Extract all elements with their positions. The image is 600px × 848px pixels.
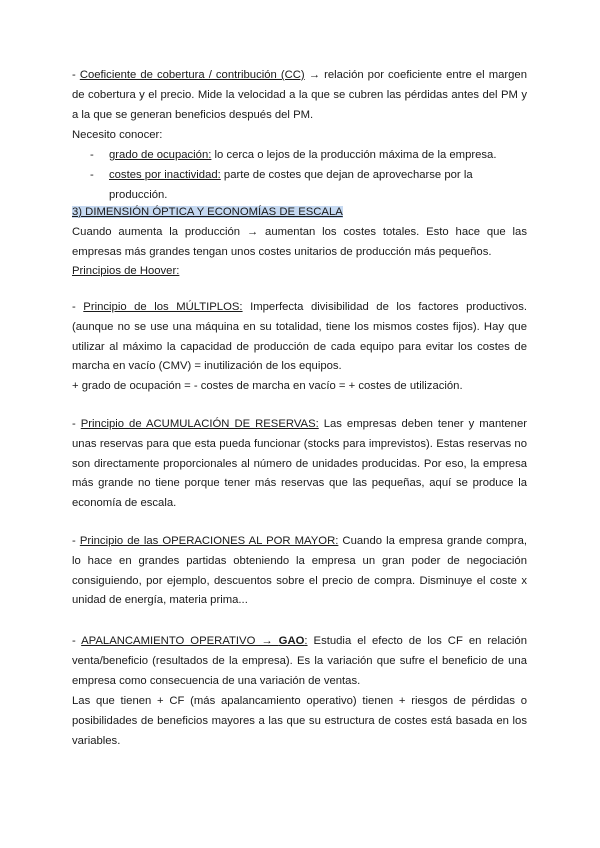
apalancamiento-text: Estudia el efecto de los CF en relación venta/beneficio (resultados de la empresa). Es la variación que sufre el beneficio de una empresa como consecuencia de una variación de ventas. — [72, 635, 527, 687]
dash-prefix: - — [72, 535, 80, 547]
bullet-term: grado de ocupación: — [109, 149, 212, 161]
dash-prefix: - — [72, 418, 81, 430]
mayor-text: Cuando la empresa grande compra, lo hace en grandes partidas obteniendo la empresa un gran poder de negociación consiguiendo, por ejemplo, descuentos sobre el precio de compra. Disminuye el coste x unidad de energía, materia prima... — [72, 535, 527, 607]
dash-prefix: - — [72, 69, 80, 81]
gao-term: GAO — [278, 635, 305, 647]
mayor-paragraph — [72, 532, 527, 611]
occupation-formula: + grado de ocupación = - costes de marcha en vacío = + costes de utilización. — [72, 380, 463, 392]
list-item — [72, 146, 532, 166]
apalancamiento-term-text: APALANCAMIENTO OPERATIVO → — [81, 635, 279, 647]
bullet-dash: - — [90, 149, 94, 161]
multiplos-term: Principio de los MÚLTIPLOS: — [83, 301, 243, 313]
reservas-text: Las empresas deben tener y mantener unas reservas para que esta pueda funcionar (stocks para imprevistos). Estas reservas no son directamente proporcionales al número de unidades producidas. Por eso, la empresa más grande no tiene porque tener más reservas que las pequeñas, aquí se produce la economía de escala. — [72, 418, 527, 510]
cobertura-text: → relación por coeficiente entre el margen de cobertura y el precio. Mide la velocidad a la que se cubren las pérdidas antes del PM y a la que se generan beneficios después del PM. — [72, 69, 527, 121]
bullet-text: lo cerca o lejos de la producción máxima de la empresa. — [211, 149, 497, 161]
list-item — [72, 166, 532, 206]
term-colon: : — [304, 635, 308, 647]
multiplos-text: Imperfecta divisibilidad de los factores productivos. (aunque no se use una máquina en su totalidad, tiene los mismos costes fijos). Hay que utilizar al máximo la capacidad de producción de cada equipo para evitar los costes de marcha en vacío (CMV) = inutilización de los equipos. — [72, 301, 527, 373]
apalancamiento-paragraph-2: Las que tienen + CF (más apalancamiento operativo) tienen + riesgos de pérdidas o posibilidades de beneficios mayores a las que su estructura de costes está basada en los variables. — [72, 695, 527, 747]
cobertura-bullet-list — [72, 146, 532, 205]
section-3-heading: 3) DIMENSIÓN ÓPTICA Y ECONOMÍAS DE ESCALA — [72, 206, 343, 218]
dash-prefix: - — [72, 635, 82, 647]
hoover-subheading: Principios de Hoover: — [72, 265, 180, 277]
dash-prefix: - — [72, 301, 84, 313]
reservas-term: Principio de ACUMULACIÓN DE RESERVAS: — [80, 418, 319, 430]
cobertura-paragraph — [72, 66, 527, 125]
multiplos-paragraph — [72, 298, 527, 377]
hoover-line — [72, 262, 527, 282]
need-to-know-label: Necesito conocer: — [72, 129, 163, 141]
bullet-term: costes por inactividad: — [109, 168, 221, 181]
apalancamiento-term — [81, 635, 307, 647]
apalancamiento-paragraph — [72, 632, 527, 691]
reservas-paragraph — [72, 415, 527, 514]
section-3-intro: Cuando aumenta la producción → aumentan los costes totales. Esto hace que las empresas más grandes tengan unos costes unitarios de producción más pequeños. — [72, 226, 527, 258]
section-3-heading-line — [72, 203, 527, 223]
cobertura-term: Coeficiente de cobertura / contribución (CC) — [79, 69, 305, 81]
mayor-term: Principio de las OPERACIONES AL POR MAYOR: — [79, 535, 339, 547]
bullet-dash: - — [90, 168, 94, 181]
bullet-text: parte de costes que dejan de aprovecharse por la producción. — [109, 168, 473, 201]
